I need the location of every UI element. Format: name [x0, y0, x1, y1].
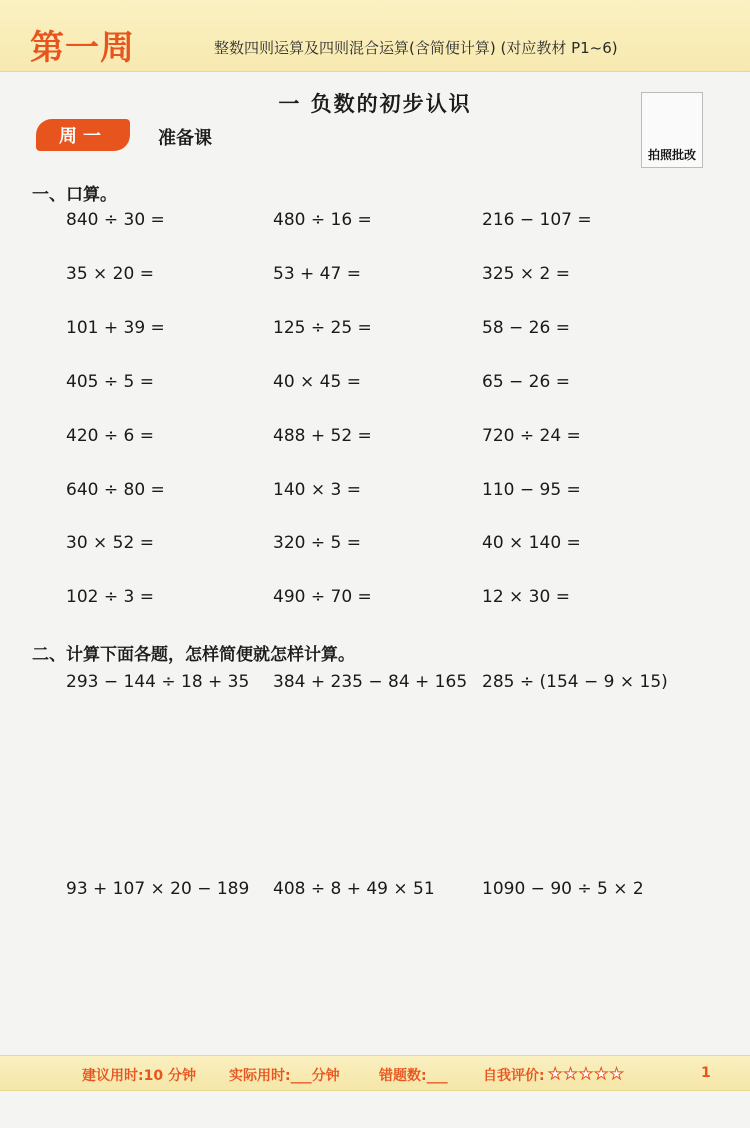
header-subtitle: 整数四则运算及四则混合运算(含简便计算) (对应教材 P1~6)	[214, 39, 618, 57]
problem: 30 × 52 =	[66, 533, 154, 553]
header-band	[0, 0, 750, 72]
day-badge: 周一	[36, 119, 130, 151]
problem: 320 ÷ 5 =	[273, 533, 361, 553]
suggested-time: 建议用时:10 分钟	[82, 1068, 196, 1084]
problem: 140 × 3 =	[273, 480, 361, 500]
problem: 408 ÷ 8 + 49 × 51	[273, 879, 435, 899]
section1-title: 一、口算。	[32, 185, 117, 205]
problem: 101 + 39 =	[66, 318, 165, 338]
problem: 216 − 107 =	[482, 210, 592, 230]
problem: 420 ÷ 6 =	[66, 426, 154, 446]
week-title: 第一周	[30, 28, 135, 68]
problem: 325 × 2 =	[482, 264, 570, 284]
problem: 490 ÷ 70 =	[273, 587, 372, 607]
problem: 93 + 107 × 20 − 189	[66, 879, 250, 899]
self-eval-label: 自我评价:	[483, 1068, 545, 1084]
photo-check-box[interactable]	[641, 92, 703, 168]
star-icon[interactable]: ★	[563, 1064, 578, 1083]
chapter-title: 一 负数的初步认识	[278, 92, 472, 116]
problem: 40 × 140 =	[482, 533, 581, 553]
problem: 58 − 26 =	[482, 318, 570, 338]
lesson-title: 准备课	[158, 128, 212, 149]
problem: 480 ÷ 16 =	[273, 210, 372, 230]
problem: 405 ÷ 5 =	[66, 372, 154, 392]
problem: 35 × 20 =	[66, 264, 154, 284]
star-icon[interactable]: ★	[578, 1064, 594, 1083]
problem: 285 ÷ (154 − 9 × 15)	[482, 672, 668, 692]
star-icon[interactable]: ★	[548, 1064, 563, 1083]
self-eval-rating[interactable]	[548, 1065, 624, 1083]
problem: 125 ÷ 25 =	[273, 318, 372, 338]
problem: 12 × 30 =	[482, 587, 570, 607]
problem: 293 − 144 ÷ 18 + 35	[66, 672, 250, 692]
problem: 102 ÷ 3 =	[66, 587, 154, 607]
actual-time[interactable]: 实际用时:___分钟	[229, 1068, 340, 1084]
star-icon[interactable]: ★	[609, 1064, 624, 1083]
problem: 384 + 235 − 84 + 165	[273, 672, 468, 692]
problem: 840 ÷ 30 =	[66, 210, 165, 230]
problem: 640 ÷ 80 =	[66, 480, 165, 500]
problem: 40 × 45 =	[273, 372, 361, 392]
footer-band	[0, 1055, 750, 1091]
problem: 1090 − 90 ÷ 5 × 2	[482, 879, 644, 899]
problem: 65 − 26 =	[482, 372, 570, 392]
error-count[interactable]: 错题数:___	[379, 1068, 448, 1084]
photo-check-label: 拍照批改	[647, 148, 696, 162]
star-icon[interactable]: ★	[594, 1064, 609, 1083]
problem: 53 + 47 =	[273, 264, 361, 284]
problem: 488 + 52 =	[273, 426, 372, 446]
problem: 110 − 95 =	[482, 480, 581, 500]
section2-title: 二、计算下面各题，怎样简便就怎样计算。	[32, 645, 355, 665]
problem: 720 ÷ 24 =	[482, 426, 581, 446]
page-number: 1	[701, 1065, 711, 1081]
